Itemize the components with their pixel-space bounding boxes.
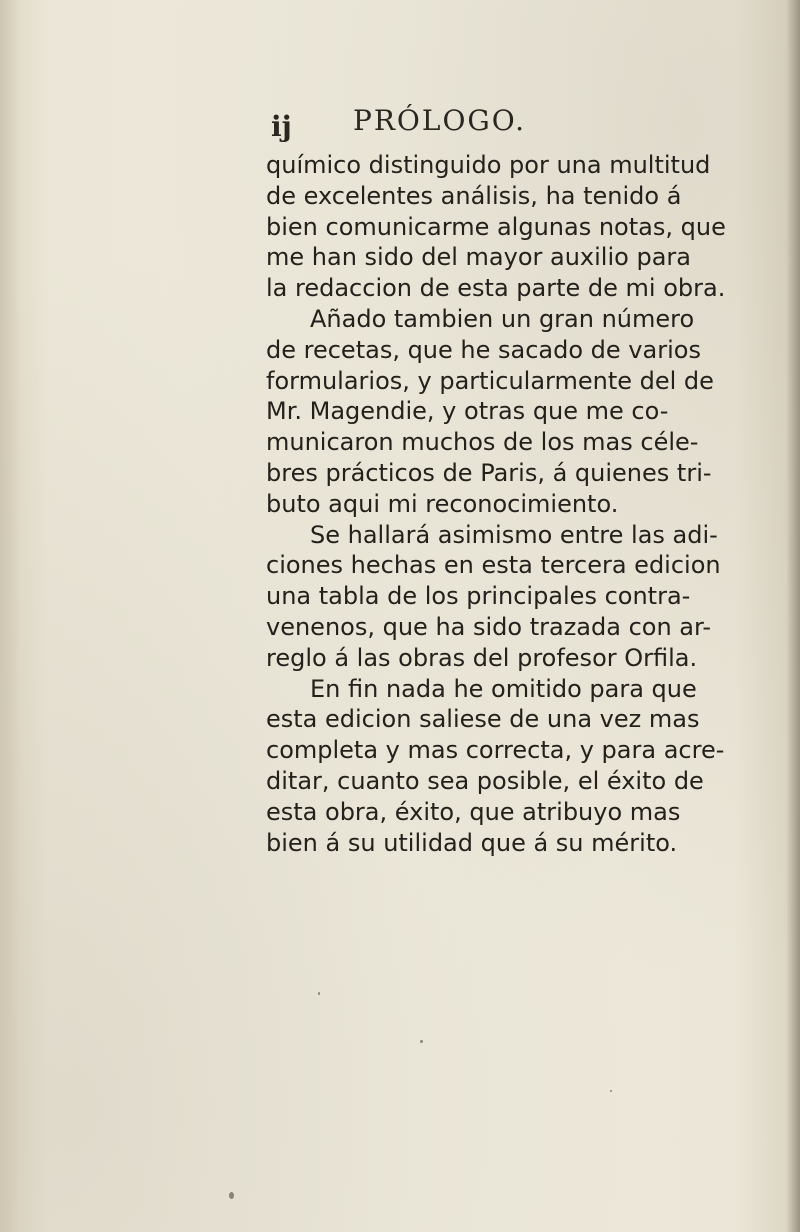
running-head: PRÓLOGO. — [353, 104, 527, 137]
text-line: formularios, y particularmente del de — [266, 366, 714, 395]
text-line: bres prácticos de Paris, á quienes tri- — [266, 458, 712, 487]
paragraph-start-line: Añado tambien un gran número — [310, 304, 695, 333]
text-line: completa y mas correcta, y para acre- — [266, 736, 725, 765]
ink-speck — [420, 1040, 423, 1043]
ink-speck — [318, 992, 320, 995]
text-line: me han sido del mayor auxilio para — [266, 243, 691, 272]
text-line: municaron muchos de los mas céle- — [266, 428, 699, 457]
text-line: buto aqui mi reconocimiento. — [266, 489, 619, 518]
text-line: ciones hechas en esta tercera edicion — [266, 551, 721, 580]
text-line: esta obra, éxito, que atribuyo mas — [266, 797, 681, 826]
text-line: ditar, cuanto sea posible, el éxito de — [266, 766, 704, 795]
body-text — [266, 150, 766, 858]
page-edge-shadow — [786, 0, 800, 1232]
text-line: bien comunicarme algunas notas, que — [266, 212, 726, 241]
text-line: venenos, que ha sido trazada con ar- — [266, 612, 711, 641]
text-line: la redaccion de esta parte de mi obra. — [266, 274, 726, 303]
text-line: de excelentes análisis, ha tenido á — [266, 181, 682, 210]
ink-speck — [229, 1192, 234, 1199]
text-line: reglo á las obras del profesor Orfila. — [266, 643, 698, 672]
page-header — [271, 104, 671, 144]
text-line: químico distinguido por una multitud — [266, 151, 711, 179]
text-line: bien á su utilidad que á su mérito. — [266, 828, 678, 857]
text-line: de recetas, que he sacado de varios — [266, 335, 701, 364]
ink-speck — [610, 1090, 612, 1092]
paragraph-start-line: Se hallará asimismo entre las adi- — [310, 520, 718, 549]
page-gutter-shadow — [0, 0, 20, 1232]
text-line: Mr. Magendie, y otras que me co- — [266, 397, 669, 426]
text-line: una tabla de los principales contra- — [266, 582, 691, 611]
paragraph-start-line: En fin nada he omitido para que — [310, 674, 697, 703]
page-number: ij — [271, 110, 292, 143]
text-line: esta edicion saliese de una vez mas — [266, 705, 700, 734]
